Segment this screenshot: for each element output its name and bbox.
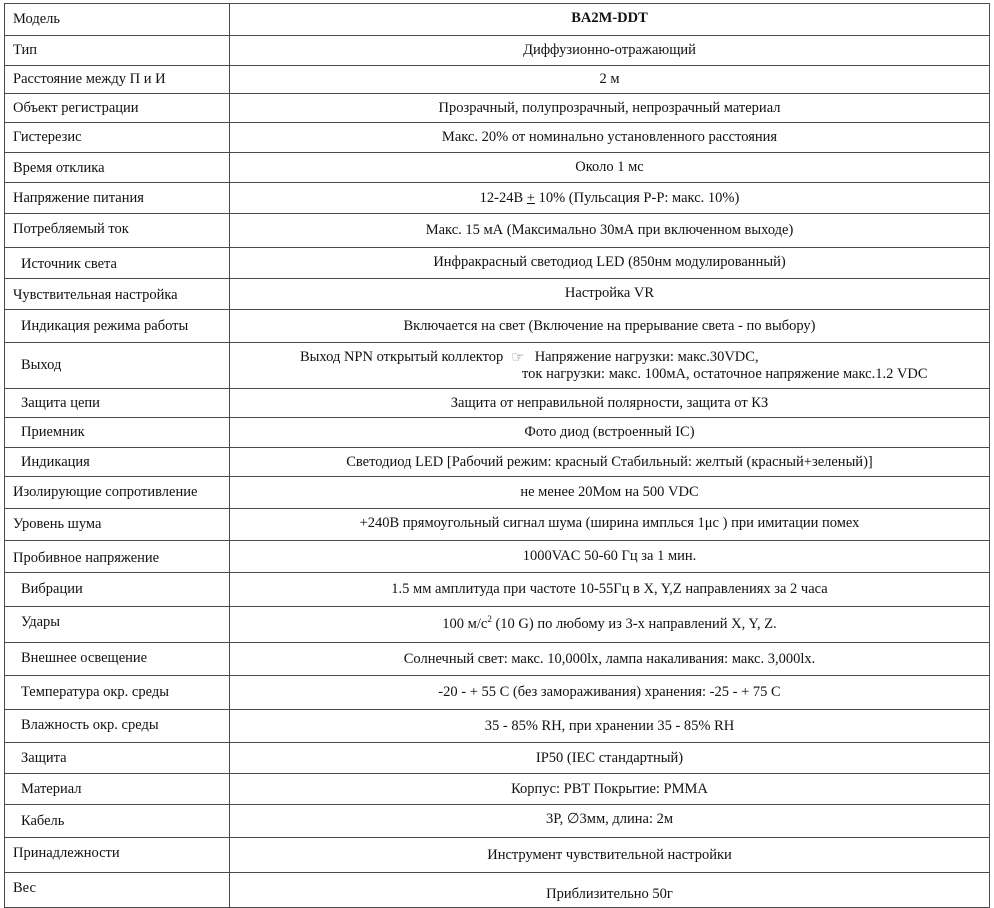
param-label: Источник света <box>5 248 230 279</box>
diameter-icon: ∅ <box>566 811 580 827</box>
spec-row-response-time <box>5 153 990 183</box>
spec-row-supply-voltage <box>5 183 990 214</box>
param-label: Объект регистрации <box>5 94 230 123</box>
spec-row-receiver <box>5 418 990 448</box>
spec-table <box>4 3 990 908</box>
spec-row-humidity <box>5 710 990 743</box>
param-value: Солнечный свет: макс. 10,000lx, лампа накаливания: макс. 3,000lx. <box>230 643 990 676</box>
pointing-hand-icon: ☞ <box>511 347 525 366</box>
param-value: 1000VAC 50-60 Гц за 1 мин. <box>230 541 990 573</box>
param-value: 1.5 мм амплитуда при частоте 10-55Гц в X, Y,Z направлениях за 2 часа <box>230 573 990 607</box>
param-label: Внешнее освещение <box>5 643 230 676</box>
model-value: BA2M-DDT <box>230 4 990 36</box>
param-value: Прозрачный, полупрозрачный, непрозрачный материал <box>230 94 990 123</box>
param-value: Защита от неправильной полярности, защита от КЗ <box>230 389 990 418</box>
param-label: Модель <box>5 4 230 36</box>
spec-row-circuit-protection <box>5 389 990 418</box>
param-value: Включается на свет (Включение на прерывание света - по выбору) <box>230 310 990 343</box>
plus-minus-sign: + <box>526 189 535 206</box>
param-value: не менее 20Мом на 500 VDC <box>230 477 990 509</box>
param-value: +240В прямоугольный сигнал шума (ширина имплься 1μc ) при имитации помех <box>230 509 990 541</box>
param-label: Тип <box>5 36 230 66</box>
output-line-2: ток нагрузки: макс. 100мА, остаточное напряжение макс.1.2 VDC <box>522 365 928 382</box>
param-label: Чувствительная настройка <box>5 279 230 310</box>
param-label: Принадлежности <box>5 838 230 873</box>
output-line-1: Выход NPN открытый коллектор ☞ Напряжение нагрузки: макс.30VDC, <box>300 347 759 366</box>
param-value: Настройка VR <box>230 279 990 310</box>
param-value: Фото диод (встроенный IC) <box>230 418 990 448</box>
spec-row-accessories <box>5 838 990 873</box>
param-value: Диффузионно-отражающий <box>230 36 990 66</box>
spec-row-ambient-light <box>5 643 990 676</box>
param-value: Около 1 мс <box>230 153 990 183</box>
param-value: 3P, ∅3мм, длина: 2м <box>230 805 990 838</box>
param-value: Макс. 20% от номинально установленного расстояния <box>230 123 990 153</box>
param-value: 2 м <box>230 66 990 94</box>
param-label: Время отклика <box>5 153 230 183</box>
param-label: Потребляемый ток <box>5 214 230 248</box>
spec-row-shock <box>5 607 990 643</box>
param-value: 100 $м/с^2$ (10 G) по любому из 3-х направлений X, Y, Z. <box>230 607 990 643</box>
voltage-range: 12-24В <box>479 189 524 206</box>
param-value: -20 - + 55 C (без замораживания) хранения: -25 - + 75 C <box>230 676 990 710</box>
spec-row-model <box>5 4 990 36</box>
param-label: Расстояние между П и И <box>5 66 230 94</box>
spec-row-temperature <box>5 676 990 710</box>
param-label: Защита цепи <box>5 389 230 418</box>
spec-row-distance <box>5 66 990 94</box>
spec-row-current <box>5 214 990 248</box>
param-label: Индикация режима работы <box>5 310 230 343</box>
param-label: Гистерезис <box>5 123 230 153</box>
spec-row-weight <box>5 873 990 908</box>
spec-row-indication <box>5 448 990 477</box>
superscript-two: 2 <box>487 614 492 625</box>
spec-row-cable <box>5 805 990 838</box>
param-value: IP50 (IEC стандартный) <box>230 743 990 774</box>
param-value: Корпус: PBT Покрытие: PMMA <box>230 774 990 805</box>
param-label: Напряжение питания <box>5 183 230 214</box>
voltage-tolerance: 10% (Пульсация P-P: макс. 10%) <box>538 189 740 206</box>
param-value <box>230 343 990 389</box>
param-label: Температура окр. среды <box>5 676 230 710</box>
spec-row-dielectric <box>5 541 990 573</box>
param-label: Удары <box>5 607 230 643</box>
param-label: Влажность окр. среды <box>5 710 230 743</box>
param-value: 35 - 85% RH, при хранении 35 - 85% RH <box>230 710 990 743</box>
param-label: Защита <box>5 743 230 774</box>
spec-row-protection <box>5 743 990 774</box>
spec-row-hysteresis <box>5 123 990 153</box>
param-label: Материал <box>5 774 230 805</box>
spec-row-material <box>5 774 990 805</box>
spec-row-sensitivity <box>5 279 990 310</box>
param-value: Инструмент чувствительной настройки <box>230 838 990 873</box>
param-value: Инфракрасный светодиод LED (850нм модулированный) <box>230 248 990 279</box>
param-label: Кабель <box>5 805 230 838</box>
param-label: Пробивное напряжение <box>5 541 230 573</box>
spec-row-output <box>5 343 990 389</box>
spec-row-type <box>5 36 990 66</box>
param-label: Уровень шума <box>5 509 230 541</box>
param-label: Изолирующие сопротивление <box>5 477 230 509</box>
spec-row-vibration <box>5 573 990 607</box>
param-label: Приемник <box>5 418 230 448</box>
param-label: Индикация <box>5 448 230 477</box>
param-value: Макс. 15 мА (Максимально 30мА при включенном выходе) <box>230 214 990 248</box>
spec-row-insulation <box>5 477 990 509</box>
param-label: Вес <box>5 873 230 908</box>
param-value: Приблизительно 50г <box>230 873 990 908</box>
spec-row-noise <box>5 509 990 541</box>
spec-row-mode-indicator <box>5 310 990 343</box>
param-value: Светодиод LED [Рабочий режим: красный Стабильный: желтый (красный+зеленый)] <box>230 448 990 477</box>
spec-row-target <box>5 94 990 123</box>
param-label: Выход <box>5 343 230 389</box>
spec-row-light-source <box>5 248 990 279</box>
param-value <box>230 183 990 214</box>
param-label: Вибрации <box>5 573 230 607</box>
